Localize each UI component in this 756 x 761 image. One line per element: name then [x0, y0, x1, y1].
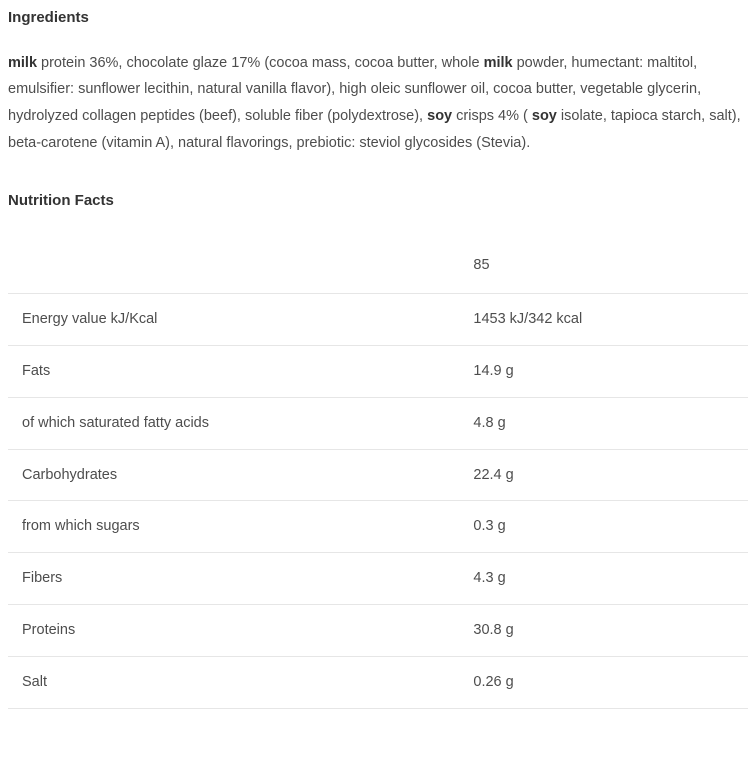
nutrient-label: Energy value kJ/Kcal [8, 294, 459, 346]
nutrition-facts-heading: Nutrition Facts [8, 191, 114, 209]
table-row [8, 449, 748, 501]
nutrition-facts-table [8, 234, 748, 709]
allergen-term: soy [427, 108, 453, 125]
nutrient-label: Salt [8, 657, 459, 709]
nutrient-label: Carbohydrates [8, 449, 459, 501]
ingredient-text-run: isolate, tapioca starch, salt), beta-carotene (vitamin A), natural flavorings, prebiotic: steviol glycosides (Stevia). [8, 108, 741, 151]
table-row [8, 605, 748, 657]
table-row [8, 397, 748, 449]
nutrient-value: 30.8 g [459, 605, 748, 657]
nutrient-label: Fibers [8, 553, 459, 605]
nutrient-label: Fats [8, 345, 459, 397]
ingredient-text-run: powder, humectant: maltitol, emulsifier: sunflower lecithin, natural vanilla flavor), high oleic sunflower oil, cocoa butter, vegetable glycerin, hydrolyzed collagen peptides (beef), soluble fiber (polydextrose), [8, 54, 702, 125]
nutrition-table-body [8, 234, 748, 708]
ingredient-text-run: protein 36%, chocolate glaze 17% (cocoa mass, cocoa butter, whole [37, 54, 484, 71]
nutrient-value: 1453 kJ/342 kcal [459, 294, 748, 346]
table-row [8, 657, 748, 709]
table-header-label [8, 234, 459, 293]
nutrient-label: from which sugars [8, 501, 459, 553]
nutrient-value: 0.3 g [459, 501, 748, 553]
allergen-term: milk [483, 54, 513, 71]
table-row [8, 501, 748, 553]
ingredient-text-run: crisps 4% ( [452, 108, 532, 125]
nutrient-label: of which saturated fatty acids [8, 397, 459, 449]
nutrient-value: 14.9 g [459, 345, 748, 397]
nutrient-value: 4.3 g [459, 553, 748, 605]
nutrient-value: 0.26 g [459, 657, 748, 709]
nutrient-label: Proteins [8, 605, 459, 657]
table-row [8, 345, 748, 397]
table-header-row [8, 234, 748, 293]
allergen-term: milk [8, 54, 38, 71]
table-row [8, 553, 748, 605]
table-row [8, 294, 748, 346]
ingredients-heading: Ingredients [8, 9, 89, 26]
ingredients-text [8, 50, 748, 157]
table-header-serving-size: 85 [459, 234, 748, 293]
nutrient-value: 4.8 g [459, 397, 748, 449]
allergen-term: soy [531, 108, 557, 125]
nutrient-value: 22.4 g [459, 449, 748, 501]
